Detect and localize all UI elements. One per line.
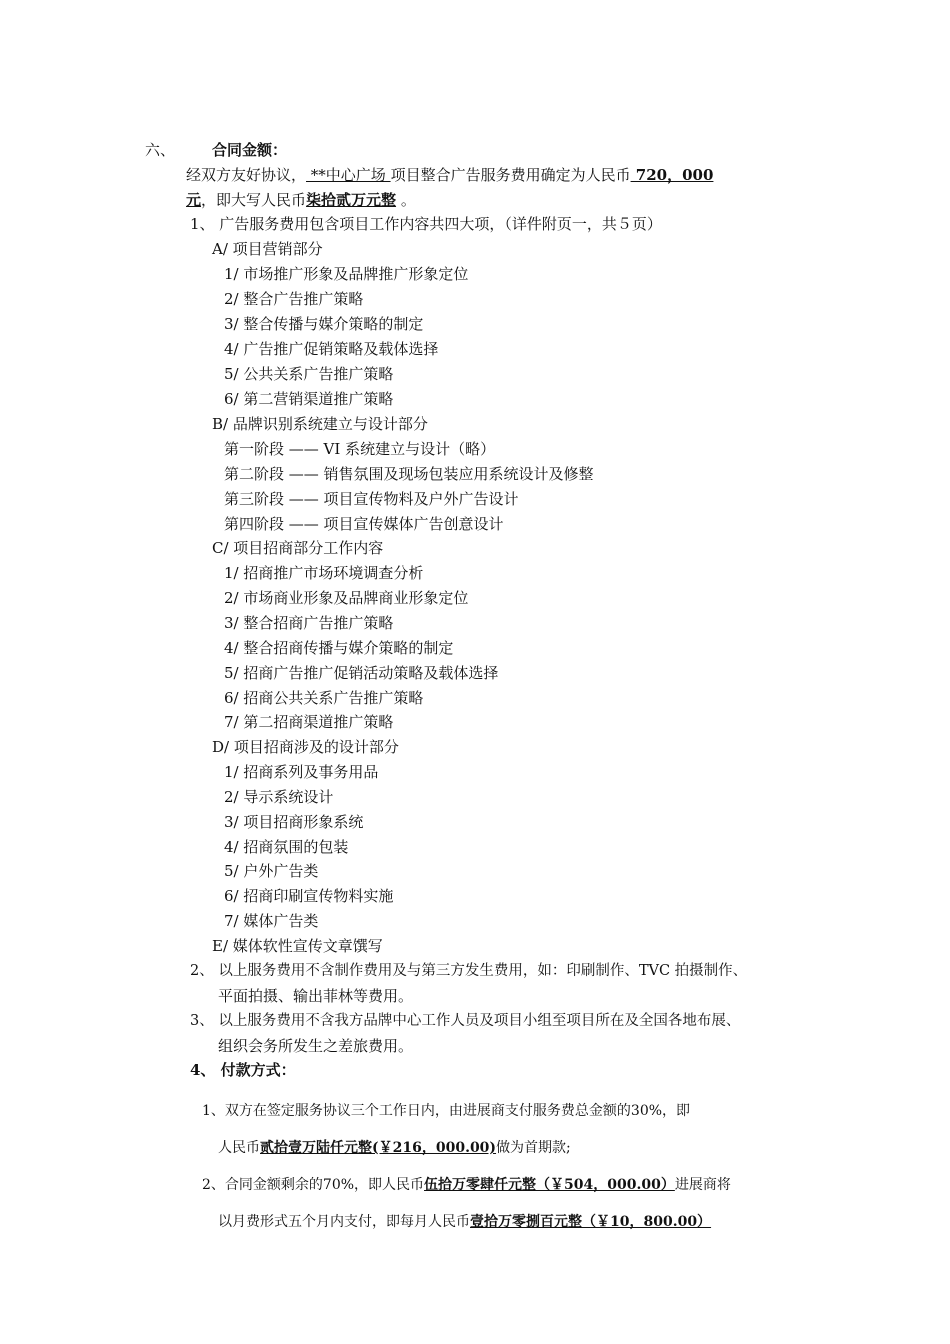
payment-2-line-2 bbox=[218, 1212, 711, 1232]
list-item: 1/ 招商系列及事务用品 bbox=[224, 763, 379, 781]
list-item: 3/ 整合招商广告推广策略 bbox=[224, 614, 394, 632]
intro-line-2 bbox=[186, 190, 416, 210]
list-item: 第一阶段 —— VI 系统建立与设计（略） bbox=[224, 440, 496, 458]
list-item: 4/ 整合招商传播与媒介策略的制定 bbox=[224, 639, 454, 657]
section-title: 合同金额： bbox=[212, 141, 288, 159]
intro-line-1 bbox=[186, 165, 713, 185]
item-1: 1、 广告服务费用包含项目工作内容共四大项，（详件附页一，共５页） bbox=[190, 215, 662, 233]
item-3-line-2: 组织会务所发生之差旅费用。 bbox=[218, 1037, 414, 1055]
intro-text: 。 bbox=[396, 191, 416, 209]
list-item: 5/ 公共关系广告推广策略 bbox=[224, 365, 394, 383]
item-3-line-1: 3、 以上服务费用不含我方品牌中心工作人员及项目小组至项目所在及全国各地布展、 bbox=[190, 1013, 741, 1029]
remaining-amount: 伍拾万零肆仟元整（￥504，000.00） bbox=[424, 1177, 675, 1193]
list-item: 2/ 导示系统设计 bbox=[224, 788, 334, 806]
payment-1-line-1: 1、双方在签定服务协议三个工作日内，由进展商支付服务费总金额的30%，即 bbox=[202, 1103, 691, 1119]
group-a-title: A/ 项目营销部分 bbox=[212, 240, 323, 258]
group-d-title: D/ 项目招商涉及的设计部分 bbox=[212, 738, 399, 756]
monthly-amount: 壹拾万零捌百元整（￥10，800.00） bbox=[470, 1214, 712, 1230]
amount-number: 720，000 bbox=[630, 166, 714, 184]
group-c-title: C/ 项目招商部分工作内容 bbox=[212, 539, 384, 557]
payment-title: 4、 付款方式： bbox=[190, 1061, 296, 1079]
payment-1-line-2 bbox=[218, 1138, 571, 1158]
list-item: 7/ 第二招商渠道推广策略 bbox=[224, 713, 394, 731]
group-b-title: B/ 品牌识别系统建立与设计部分 bbox=[212, 415, 428, 433]
list-item: 3/ 整合传播与媒介策略的制定 bbox=[224, 315, 424, 333]
list-item: 5/ 户外广告类 bbox=[224, 862, 319, 880]
list-item: 6/ 招商公共关系广告推广策略 bbox=[224, 689, 424, 707]
item-2-line-2: 平面拍摄、输出菲林等费用。 bbox=[218, 987, 414, 1005]
list-item: 1/ 市场推广形象及品牌推广形象定位 bbox=[224, 265, 469, 283]
amount-words: 柒拾贰万元整 bbox=[306, 191, 397, 209]
group-e-title: E/ 媒体软性宣传文章馔写 bbox=[212, 937, 383, 955]
list-item: 6/ 招商印刷宣传物料实施 bbox=[224, 887, 394, 905]
payment-text: 做为首期款; bbox=[496, 1140, 571, 1156]
list-item: 7/ 媒体广告类 bbox=[224, 912, 319, 930]
intro-text: ，即大写人民币 bbox=[201, 191, 307, 209]
list-item: 第二阶段 —— 销售氛围及现场包装应用系统设计及修整 bbox=[224, 465, 594, 483]
list-item: 6/ 第二营销渠道推广策略 bbox=[224, 390, 394, 408]
payment-text: 2、合同金额剩余的70%，即人民币 bbox=[202, 1177, 425, 1193]
list-item: 4/ 广告推广促销策略及载体选择 bbox=[224, 340, 439, 358]
list-item: 第四阶段 —— 项目宣传媒体广告创意设计 bbox=[224, 515, 504, 533]
section-number: 六、 bbox=[145, 141, 176, 159]
list-item: 第三阶段 —— 项目宣传物料及户外广告设计 bbox=[224, 490, 519, 508]
list-item: 4/ 招商氛围的包装 bbox=[224, 838, 349, 856]
intro-text: 经双方友好协议， bbox=[186, 166, 307, 184]
intro-text: 项目整合广告服务费用确定为人民币 bbox=[390, 166, 631, 184]
list-item: 5/ 招商广告推广促销活动策略及载体选择 bbox=[224, 664, 499, 682]
list-item: 3/ 项目招商形象系统 bbox=[224, 813, 364, 831]
payment-text: 进展商将 bbox=[674, 1177, 731, 1193]
first-payment-amount: 贰拾壹万陆仟元整(￥216，000.00) bbox=[260, 1140, 497, 1156]
item-2-line-1: 2、 以上服务费用不含制作费用及与第三方发生费用，如：印刷制作、TVC 拍摄制作、 bbox=[190, 963, 748, 979]
payment-2-line-1 bbox=[202, 1175, 731, 1195]
list-item: 1/ 招商推广市场环境调查分析 bbox=[224, 564, 424, 582]
amount-unit: 元 bbox=[186, 191, 202, 209]
payment-text: 以月费形式五个月内支付，即每月人民币 bbox=[218, 1214, 470, 1230]
list-item: 2/ 整合广告推广策略 bbox=[224, 290, 364, 308]
payment-text: 人民币 bbox=[218, 1140, 260, 1156]
project-name: **中心广场 bbox=[306, 166, 391, 184]
list-item: 2/ 市场商业形象及品牌商业形象定位 bbox=[224, 589, 469, 607]
